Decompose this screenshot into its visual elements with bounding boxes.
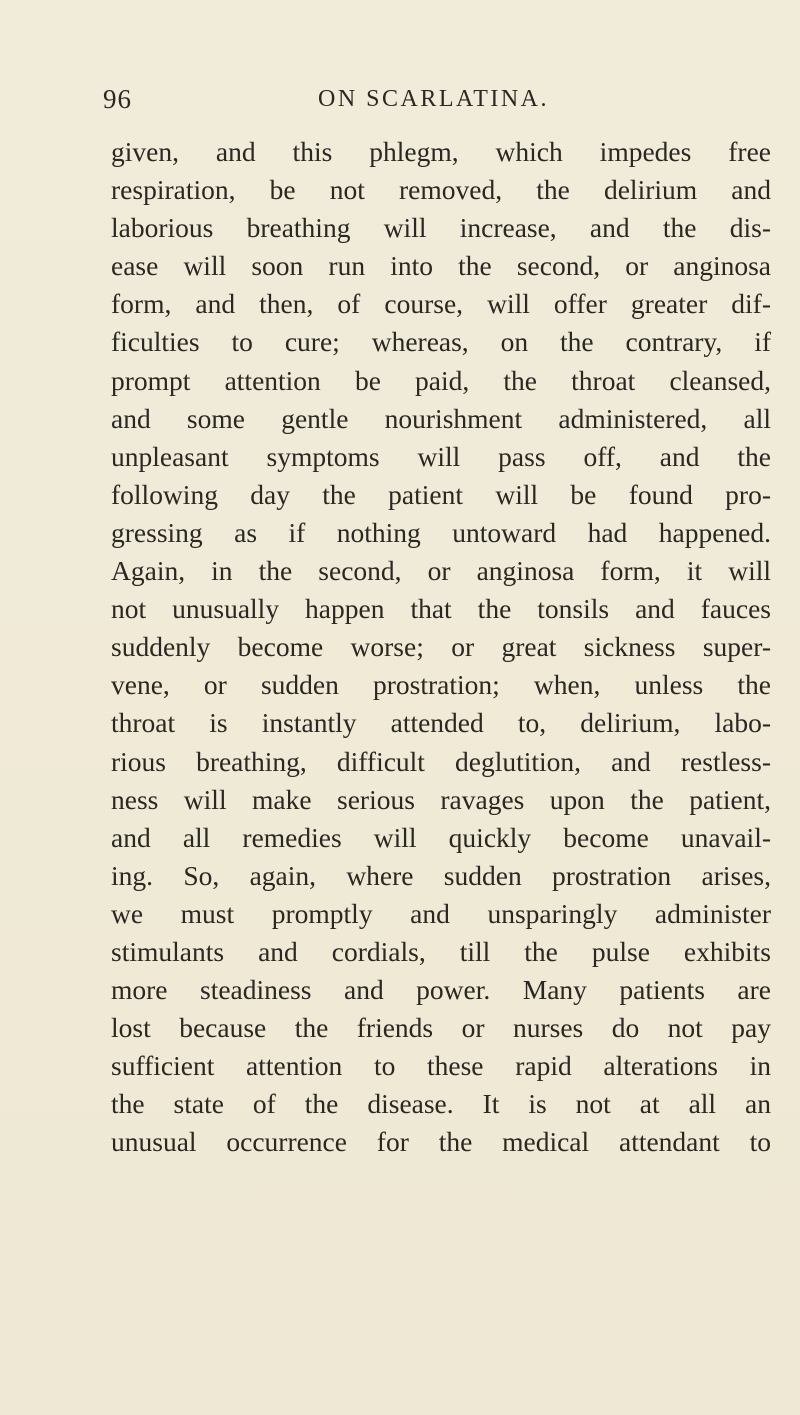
- text-line: unpleasant symptoms will pass off, and the: [111, 440, 771, 472]
- running-head: [103, 84, 753, 118]
- text-line: rious breathing, difficult deglutition, and restless-: [111, 745, 771, 777]
- text-line: ing. So, again, where sudden prostration arises,: [111, 859, 771, 891]
- page-number: 96: [103, 84, 132, 114]
- text-line: and all remedies will quickly become unavail-: [111, 821, 771, 853]
- text-line: not unusually happen that the tonsils and fauces: [111, 593, 771, 625]
- text-line: and some gentle nourishment administered, all: [111, 402, 771, 434]
- text-line: laborious breathing will increase, and the dis-: [111, 212, 771, 244]
- text-line: lost because the friends or nurses do not pay: [111, 1012, 771, 1044]
- text-line: sufficient attention to these rapid alterations in: [111, 1050, 771, 1082]
- text-line: ness will make serious ravages upon the patient,: [111, 783, 771, 815]
- body-text: [111, 133, 771, 1162]
- text-line: suddenly become worse; or great sickness super-: [111, 631, 771, 663]
- text-line: ficulties to cure; whereas, on the contrary, if: [111, 326, 771, 358]
- text-line: more steadiness and power. Many patients are: [111, 974, 771, 1006]
- text-line: unusual occurrence for the medical attendant to: [111, 1126, 771, 1158]
- running-title: ON SCARLATINA.: [318, 86, 550, 112]
- text-line: stimulants and cordials, till the pulse exhibits: [111, 935, 771, 967]
- text-line: ease will soon run into the second, or anginosa: [111, 250, 771, 282]
- text-line: gressing as if nothing untoward had happened.: [111, 516, 771, 548]
- text-line: the state of the disease. It is not at all an: [111, 1088, 771, 1120]
- text-line: vene, or sudden prostration; when, unless the: [111, 669, 771, 701]
- text-line: following day the patient will be found pro-: [111, 478, 771, 510]
- text-line: given, and this phlegm, which impedes free: [111, 136, 771, 167]
- text-line: throat is instantly attended to, delirium, labo-: [111, 707, 771, 739]
- text-line: respiration, be not removed, the delirium and: [111, 174, 771, 206]
- text-line: Again, in the second, or anginosa form, it will: [111, 555, 771, 587]
- text-line: form, and then, of course, will offer greater dif-: [111, 288, 771, 320]
- text-line: prompt attention be paid, the throat cleansed,: [111, 364, 771, 396]
- text-line: we must promptly and unsparingly administer: [111, 897, 771, 929]
